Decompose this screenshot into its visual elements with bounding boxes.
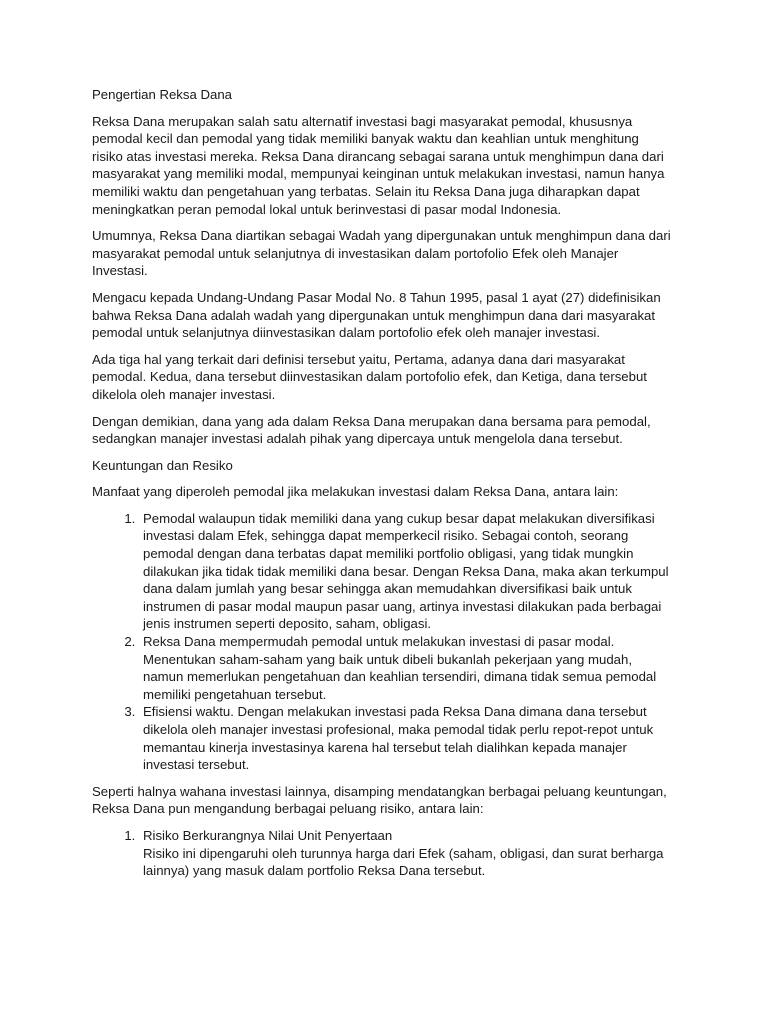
heading-pengertian: Pengertian Reksa Dana: [92, 87, 233, 102]
paragraph-1: Reksa Dana merupakan salah satu alternatif investasi bagi masyarakat pemodal, khususnya pemodal kecil dan pemodal yang tidak memiliki banyak waktu dan keahlian untuk menghitung risiko atas investasi mereka. Reksa Dana dirancang sebagai sarana untuk menghimpun dana dari masyarakat yang memiliki modal, mempunyai keinginan untuk melakukan investasi, namun hanya memiliki waktu dan pengetahuan yang terbatas. Selain itu Reksa Dana juga diharapkan dapat meningkatkan peran pemodal lokal untuk berinvestasi di pasar modal Indonesia.: [92, 113, 665, 217]
paragraph-7: Seperti halnya wahana investasi lainnya, disamping mendatangkan berbagai peluang keuntungan, Reksa Dana pun mengandung berbagai peluang risiko, antara lain:: [92, 783, 667, 817]
paragraph-6: Manfaat yang diperoleh pemodal jika melakukan investasi dalam Reksa Dana, antara lain:: [92, 484, 619, 500]
paragraph-5: Dengan demikian, dana yang ada dalam Reksa Dana merupakan dana bersama para pemodal, sedangkan manajer investasi adalah pihak yang dipercaya untuk mengelola dana tersebut.: [92, 413, 651, 447]
risk-description: Risiko ini dipengaruhi oleh turunnya harga dari Efek (saham, obligasi, dan surat berharga lainnya) yang masuk dalam portfolio Reksa Dana tersebut.: [143, 845, 664, 879]
list-item: [139, 827, 672, 880]
benefits-list: [92, 510, 672, 774]
paragraph-4: Ada tiga hal yang terkait dari definisi tersebut yaitu, Pertama, adanya dana dari masyarakat pemodal. Kedua, dana tersebut diinvestasikan dalam portofolio efek, dan Ketiga, dana tersebut dikelola oleh manajer investasi.: [92, 351, 647, 402]
paragraph-3: Mengacu kepada Undang-Undang Pasar Modal No. 8 Tahun 1995, pasal 1 ayat (27) didefinisikan bahwa Reksa Dana adalah wadah yang dipergunakan untuk menghimpun dana dari masyarakat pemodal untuk selanjutnya diinvestasikan dalam portofolio efek oleh manajer investasi.: [92, 289, 661, 341]
paragraph-2: Umumnya, Reksa Dana diartikan sebagai Wadah yang dipergunakan untuk menghimpun dana dari masyarakat pemodal untuk selanjutnya di investasikan dalam portofolio Efek oleh Manajer Investasi.: [92, 228, 671, 279]
risk-title: 1. Risiko Berkurangnya Nilai Unit Penyertaan: [143, 827, 393, 843]
list-item: 2. Reksa Dana mempermudah pemodal untuk melakukan investasi di pasar modal. Menentukan saham-saham yang baik untuk dibeli bukanlah pekerjaan yang mudah, namun memerlukan pengetahuan dan keahlian tersendiri, dimana tidak semua pemodal memiliki pengetahuan tersebut.: [139, 633, 672, 703]
heading-keuntungan: Keuntungan dan Resiko: [92, 457, 233, 473]
list-item: 3. Efisiensi waktu. Dengan melakukan investasi pada Reksa Dana dimana dana tersebut dikelola oleh manajer investasi profesional, maka pemodal tidak perlu repot-repot untuk memantau kinerja investasinya karena hal tersebut telah dialihkan kepada manajer investasi tersebut.: [139, 703, 672, 773]
list-item: 1. Pemodal walaupun tidak memiliki dana yang cukup besar dapat melakukan diversifikasi investasi dalam Efek, sehingga dapat memperkecil risiko. Sebagai contoh, seorang pemodal dengan dana terbatas dapat memiliki portfolio obligasi, yang tidak mungkin dilakukan jika tidak tidak memiliki dana besar. Dengan Reksa Dana, maka akan terkumpul dana dalam jumlah yang besar sehingga akan memudahkan diversifikasi baik untuk instrumen di pasar modal maupun pasar uang, artinya investasi dilakukan pada berbagai jenis instrumen seperti deposito, saham, obligasi.: [139, 510, 672, 633]
risks-list: [92, 827, 672, 880]
